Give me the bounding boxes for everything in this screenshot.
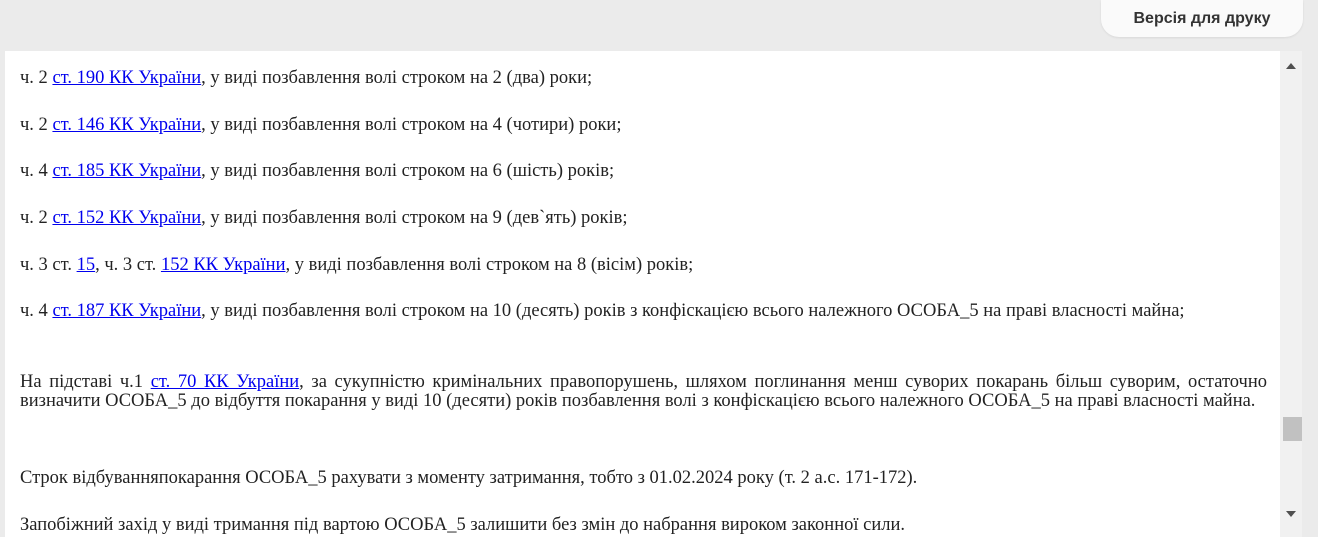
print-version-button[interactable] xyxy=(1101,0,1303,37)
law-link[interactable]: ст. 152 КК України xyxy=(52,208,202,228)
arrow-up-icon xyxy=(1286,63,1296,69)
vertical-scrollbar[interactable] xyxy=(1280,51,1302,537)
scroll-thumb[interactable] xyxy=(1283,417,1302,441)
law-link[interactable]: ст. 70 КК України xyxy=(150,372,300,392)
paragraph: ч. 4 ст. 187 КК України, у виді позбавлення волі строком на 10 (десять) років з конфіскацією всього належного ОСОБА_5 на праві власності майна; xyxy=(20,301,1185,321)
paragraph: Строк відбуванняпокарання ОСОБА_5 рахувати з моменту затримання, тобто з 01.02.2024 року (т. 2 а.с. 171-172). xyxy=(20,468,918,488)
document-content[interactable] xyxy=(5,51,1280,537)
paragraph: Запобіжний захід у виді тримання під вартою ОСОБА_5 залишити без змін до набрання вироком законної сили. xyxy=(20,515,905,535)
law-link[interactable]: 15 xyxy=(76,255,96,275)
law-link[interactable]: ст. 187 КК України xyxy=(52,301,202,321)
paragraph: ч. 2 ст. 146 КК України, у виді позбавлення волі строком на 4 (чотири) роки; xyxy=(20,115,622,135)
paragraph: На підставі ч.1 ст. 70 КК України, за сукупністю кримінальних правопорушень, шляхом поглинання менш суворих покарань більш суворим, остаточно визначити ОСОБА_5 до відбуття покарання у виді 10 (десяти) років позбавлення волі з конфіскацією всього належного ОСОБА_5 на праві власності майна. xyxy=(20,372,1268,411)
law-link[interactable]: ст. 190 КК України xyxy=(52,68,202,88)
paragraph: ч. 3 ст. 15, ч. 3 ст. 152 КК України, у виді позбавлення волі строком на 8 (вісім) років; xyxy=(20,255,694,275)
paragraph: ч. 2 ст. 152 КК України, у виді позбавлення волі строком на 9 (дев`ять) років; xyxy=(20,208,628,228)
document-frame xyxy=(5,51,1302,537)
paragraph: ч. 2 ст. 190 КК України, у виді позбавлення волі строком на 2 (два) роки; xyxy=(20,68,593,88)
law-link[interactable]: 152 КК України xyxy=(160,255,286,275)
paragraph: ч. 4 ст. 185 КК України, у виді позбавлення волі строком на 6 (шість) років; xyxy=(20,161,615,181)
scroll-up-button[interactable] xyxy=(1280,55,1302,77)
arrow-down-icon xyxy=(1286,511,1296,517)
law-link[interactable]: ст. 185 КК України xyxy=(52,161,202,181)
print-version-label: Версія для друку xyxy=(1133,9,1271,27)
scroll-down-button[interactable] xyxy=(1280,503,1302,525)
law-link[interactable]: ст. 146 КК України xyxy=(52,115,202,135)
